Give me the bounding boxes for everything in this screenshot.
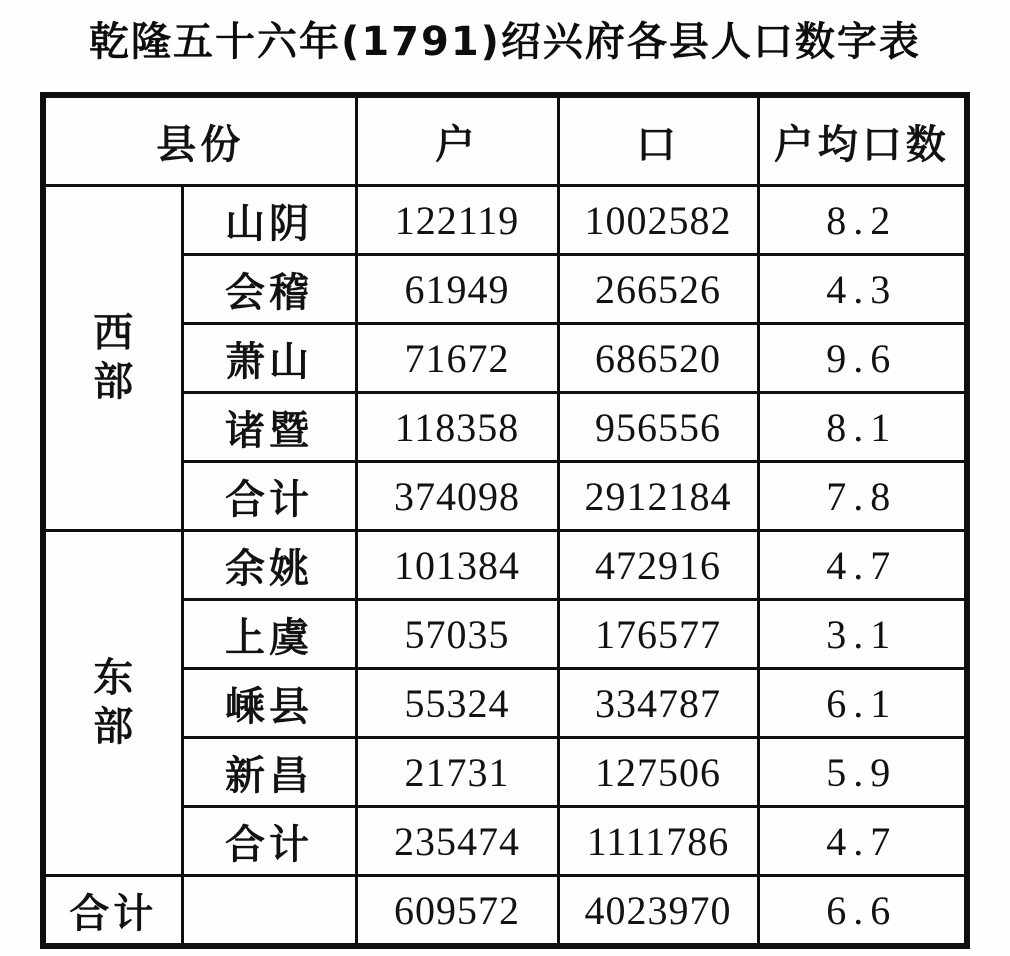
table-row [43, 600, 967, 669]
county-cell: 诸暨 [182, 393, 356, 462]
empty-cell [182, 876, 356, 947]
subtotal-label: 合计 [182, 807, 356, 876]
households-cell: 61949 [356, 255, 558, 324]
population-cell: 2912184 [558, 462, 758, 531]
table-row [43, 669, 967, 738]
households-cell: 609572 [356, 876, 558, 947]
population-cell: 686520 [558, 324, 758, 393]
population-cell: 176577 [558, 600, 758, 669]
population-cell: 266526 [558, 255, 758, 324]
avg-cell: 8.1 [758, 393, 967, 462]
households-cell: 55324 [356, 669, 558, 738]
population-cell: 4023970 [558, 876, 758, 947]
header-households: 户 [356, 95, 558, 186]
table-row [43, 255, 967, 324]
population-cell: 956556 [558, 393, 758, 462]
households-cell: 21731 [356, 738, 558, 807]
header-county: 县份 [43, 95, 356, 186]
table-row [43, 738, 967, 807]
avg-cell: 4.7 [758, 807, 967, 876]
avg-cell: 7.8 [758, 462, 967, 531]
avg-cell: 3.1 [758, 600, 967, 669]
households-cell: 374098 [356, 462, 558, 531]
table-row [43, 324, 967, 393]
header-row [43, 95, 967, 186]
county-cell: 上虞 [182, 600, 356, 669]
grand-total-label: 合计 [43, 876, 182, 947]
population-cell: 127506 [558, 738, 758, 807]
subtotal-label: 合计 [182, 462, 356, 531]
population-cell: 472916 [558, 531, 758, 600]
county-cell: 山阴 [182, 186, 356, 255]
group-label-west-text: 西部 [93, 309, 134, 405]
county-cell: 余姚 [182, 531, 356, 600]
subtotal-row-east [43, 807, 967, 876]
table-title: 乾隆五十六年(1791)绍兴府各县人口数字表 [89, 19, 921, 65]
county-cell: 会稽 [182, 255, 356, 324]
avg-cell: 4.7 [758, 531, 967, 600]
households-cell: 122119 [356, 186, 558, 255]
households-cell: 235474 [356, 807, 558, 876]
households-cell: 118358 [356, 393, 558, 462]
population-cell: 1111786 [558, 807, 758, 876]
county-cell: 新昌 [182, 738, 356, 807]
households-cell: 71672 [356, 324, 558, 393]
population-table [40, 92, 970, 949]
avg-cell: 5.9 [758, 738, 967, 807]
subtotal-row-west [43, 462, 967, 531]
households-cell: 101384 [356, 531, 558, 600]
table-row [43, 531, 967, 600]
population-cell: 1002582 [558, 186, 758, 255]
avg-cell: 6.1 [758, 669, 967, 738]
header-avg: 户均口数 [758, 95, 967, 186]
households-cell: 57035 [356, 600, 558, 669]
avg-cell: 4.3 [758, 255, 967, 324]
population-cell: 334787 [558, 669, 758, 738]
county-cell: 嵊县 [182, 669, 356, 738]
avg-cell: 9.6 [758, 324, 967, 393]
table-row [43, 393, 967, 462]
county-cell: 萧山 [182, 324, 356, 393]
avg-cell: 6.6 [758, 876, 967, 947]
group-label-west [43, 186, 182, 531]
header-population: 口 [558, 95, 758, 186]
grand-total-row [43, 876, 967, 947]
group-label-east [43, 531, 182, 876]
avg-cell: 8.2 [758, 186, 967, 255]
table-row [43, 186, 967, 255]
group-label-east-text: 东部 [93, 654, 134, 750]
